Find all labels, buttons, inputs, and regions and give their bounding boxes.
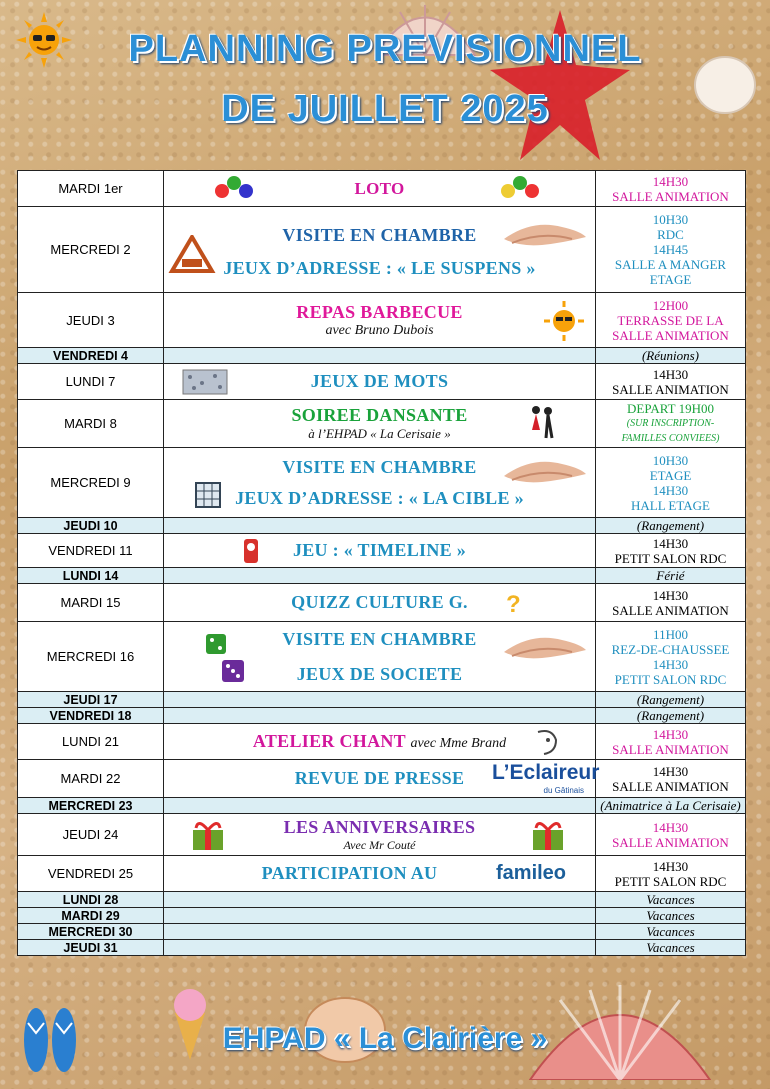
info-cell (596, 400, 746, 448)
puzzle-cube-icon (194, 481, 222, 511)
info-cell (596, 171, 746, 207)
activity-title: REPAS BARBECUE (296, 301, 463, 322)
info-time: DEPART 19H00 (627, 401, 714, 416)
hands-icon (502, 213, 588, 253)
activity-cell (164, 798, 596, 814)
info-place: SALLE ANIMATION (612, 327, 729, 343)
info-cell (596, 856, 746, 892)
puzzle-cube-icon (182, 369, 228, 395)
day-cell: MARDI 22 (18, 760, 164, 798)
table-row (18, 856, 746, 892)
table-row (18, 724, 746, 760)
table-row (18, 568, 746, 584)
table-row (18, 348, 746, 364)
info-time: 14H30 (652, 587, 689, 603)
famileo-logo: famileo (496, 862, 567, 884)
info-cell: (Réunions) (596, 348, 746, 364)
table-row (18, 622, 746, 692)
activity-title: JEUX D’ADRESSE : « LA CIBLE » (235, 487, 524, 508)
info-place: PETIT SALON RDC (614, 873, 727, 889)
activity-title: REVUE DE PRESSE (294, 768, 465, 788)
activity-subtitle: avec Bruno Dubois (325, 322, 434, 338)
gift-icon (190, 818, 226, 852)
info-time: 14H30 (652, 763, 689, 779)
info-place: SALLE ANIMATION (612, 602, 729, 618)
activity-title: PARTICIPATION AU (261, 863, 438, 883)
info-place: HALL ETAGE (631, 497, 710, 513)
day-cell: MERCREDI 2 (18, 207, 164, 293)
dancers-icon (526, 404, 558, 444)
activity-cell (164, 584, 596, 622)
day-cell: MERCREDI 16 (18, 622, 164, 692)
day-cell: MERCREDI 30 (18, 924, 164, 940)
day-cell: MARDI 15 (18, 584, 164, 622)
activity-cell (164, 708, 596, 724)
day-cell: VENDREDI 25 (18, 856, 164, 892)
info-place: SALLE ANIMATION (612, 741, 729, 757)
table-row (18, 940, 746, 956)
table-row (18, 892, 746, 908)
info-cell (596, 760, 746, 798)
gift-icon (530, 818, 566, 852)
activity-title: ATELIER CHANT (252, 731, 406, 751)
activity-title: VISITE EN CHAMBRE (282, 224, 477, 245)
activity-cell (164, 814, 596, 856)
info-place: REZ-DE-CHAUSSEE (611, 641, 730, 657)
info-cell (596, 584, 746, 622)
activity-cell (164, 293, 596, 348)
info-time: 14H30 (652, 535, 689, 551)
activity-subtitle: avec Mme Brand (410, 736, 507, 751)
table-row (18, 708, 746, 724)
day-cell: MERCREDI 9 (18, 448, 164, 518)
activity-cell (164, 348, 596, 364)
activity-title: JEU : « TIMELINE » (292, 540, 467, 560)
day-cell: JEUDI 31 (18, 940, 164, 956)
day-cell: MARDI 8 (18, 400, 164, 448)
info-place: PETIT SALON RDC (614, 550, 727, 566)
activity-title: VISITE EN CHAMBRE (282, 628, 477, 649)
activity-cell (164, 724, 596, 760)
table-row (18, 814, 746, 856)
table-row (18, 364, 746, 400)
info-place: RDC (657, 227, 684, 242)
info-cell (596, 622, 746, 692)
day-cell: LUNDI 21 (18, 724, 164, 760)
info-time: 14H30 (652, 656, 689, 672)
table-row (18, 207, 746, 293)
info-note: FAMILLES CONVIEES) (621, 433, 720, 444)
table-row (18, 448, 746, 518)
info-cell (596, 724, 746, 760)
page-title: PLANNING PREVISIONNEL (128, 28, 642, 70)
info-cell (596, 814, 746, 856)
activity-cell (164, 518, 596, 534)
info-cell: (Rangement) (596, 518, 746, 534)
info-place: SALLE A MANGER (614, 257, 727, 272)
activity-title: LES ANNIVERSAIRES (283, 816, 476, 837)
activity-cell (164, 892, 596, 908)
activity-cell (164, 856, 596, 892)
activity-cell (164, 924, 596, 940)
activity-subtitle: Avec Mr Couté (343, 837, 416, 852)
hands-icon (502, 450, 588, 490)
info-place: PETIT SALON RDC (614, 671, 727, 687)
day-cell: MARDI 29 (18, 908, 164, 924)
info-time: 10H30 (652, 212, 689, 227)
activity-cell (164, 940, 596, 956)
activity-cell (164, 622, 596, 692)
info-time: 14H30 (652, 173, 689, 189)
table-row (18, 171, 746, 207)
info-note: (SUR INSCRIPTION- (626, 418, 715, 429)
logo-subtext: du Gâtinais (543, 786, 584, 795)
table-row (18, 400, 746, 448)
info-cell: (Animatrice à La Cerisaie) (596, 798, 746, 814)
day-cell: VENDREDI 11 (18, 534, 164, 568)
day-cell: JEUDI 24 (18, 814, 164, 856)
info-place: ETAGE (649, 272, 692, 287)
table-row (18, 760, 746, 798)
logo-text: L’Eclaireur (492, 761, 600, 784)
hands-icon (502, 626, 588, 666)
info-place: TERRASSE DE LA (617, 312, 724, 328)
info-time: 14H30 (652, 819, 689, 835)
activity-title: VISITE EN CHAMBRE (282, 456, 477, 477)
day-cell: VENDREDI 4 (18, 348, 164, 364)
info-time: 14H30 (652, 482, 689, 498)
info-place: SALLE ANIMATION (612, 188, 729, 204)
page-subtitle: DE JUILLET 2025 (221, 88, 549, 130)
activity-cell (164, 534, 596, 568)
activity-title: SOIREE DANSANTE (291, 405, 468, 425)
table-row (18, 534, 746, 568)
lottery-balls-icon (214, 175, 254, 201)
info-time: 14H30 (652, 726, 689, 742)
info-time: 11H00 (653, 626, 688, 642)
info-cell: Férié (596, 568, 746, 584)
day-cell: LUNDI 7 (18, 364, 164, 400)
info-time: 10H30 (652, 452, 689, 468)
day-cell: JEUDI 17 (18, 692, 164, 708)
info-place: SALLE ANIMATION (612, 381, 729, 397)
activity-cell (164, 364, 596, 400)
info-cell (596, 364, 746, 400)
info-time: 14H30 (652, 366, 689, 382)
day-cell: VENDREDI 18 (18, 708, 164, 724)
table-row (18, 293, 746, 348)
day-cell: LUNDI 28 (18, 892, 164, 908)
activity-cell (164, 908, 596, 924)
activity-cell (164, 760, 600, 798)
info-time: 14H30 (652, 858, 689, 874)
info-time: 14H45 (652, 242, 689, 257)
info-cell: (Rangement) (596, 692, 746, 708)
info-cell (596, 534, 746, 568)
planning-table (17, 170, 746, 956)
day-cell: JEUDI 3 (18, 293, 164, 348)
activity-title: JEUX DE SOCIETE (296, 663, 463, 684)
table-row (18, 924, 746, 940)
info-place: SALLE ANIMATION (612, 778, 729, 794)
info-cell: (Rangement) (596, 708, 746, 724)
info-cell (596, 293, 746, 348)
info-cell: Vacances (596, 892, 746, 908)
timeline-card-icon (242, 537, 262, 565)
info-place: SALLE ANIMATION (612, 834, 729, 850)
day-cell: JEUDI 10 (18, 518, 164, 534)
activity-cell (164, 207, 596, 293)
question-mark-icon (500, 590, 526, 616)
activity-cell (164, 568, 596, 584)
activity-title: LOTO (354, 178, 405, 198)
sun-icon (544, 301, 584, 341)
info-cell (596, 207, 746, 293)
day-cell: MARDI 1er (18, 171, 164, 207)
activity-cell (164, 171, 596, 207)
svg-text:?: ? (506, 591, 521, 616)
table-row (18, 518, 746, 534)
activity-title: QUIZZ CULTURE G. (291, 592, 468, 612)
lottery-balls-icon (500, 175, 540, 201)
info-cell (596, 448, 746, 518)
info-cell: Vacances (596, 940, 746, 956)
activity-title: JEUX D’ADRESSE : « LE SUSPENS » (223, 257, 536, 278)
day-cell: MERCREDI 23 (18, 798, 164, 814)
footer-title: EHPAD « La Clairière » (222, 1022, 548, 1055)
newspaper-logo (492, 761, 600, 800)
table-row (18, 692, 746, 708)
singer-face-icon (534, 728, 560, 756)
activity-subtitle: à l’EHPAD « La Cerisaie » (308, 426, 451, 441)
info-time: 12H00 (652, 297, 689, 313)
info-cell: Vacances (596, 924, 746, 940)
day-cell: LUNDI 14 (18, 568, 164, 584)
activity-cell (164, 448, 596, 518)
tabletop-game-icon (168, 235, 216, 273)
activity-cell (164, 400, 596, 448)
info-cell: Vacances (596, 908, 746, 924)
activity-title: JEUX DE MOTS (310, 371, 449, 391)
table-row (18, 908, 746, 924)
table-row (18, 584, 746, 622)
info-place: ETAGE (649, 467, 692, 483)
activity-cell (164, 692, 596, 708)
dice-icon (204, 632, 248, 684)
table-row (18, 798, 746, 814)
